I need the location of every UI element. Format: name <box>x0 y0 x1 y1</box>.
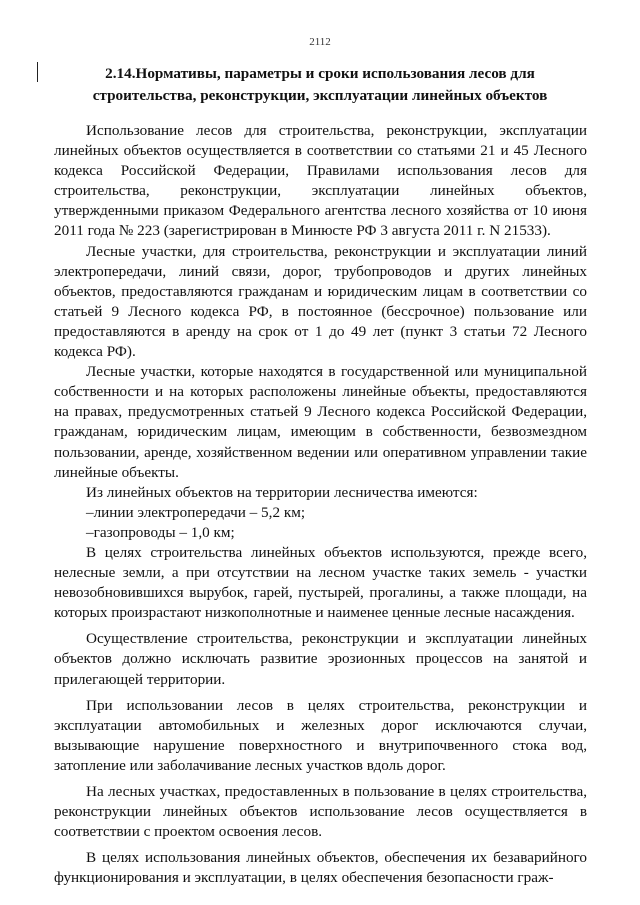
paragraph-objects-intro: Из линейных объектов на территории лесничества имеются: <box>86 483 478 501</box>
paragraph-land-provision: Лесные участки, для строительства, реконструкции и эксплуатации линий электропередачи, линий связи, дорог, трубопроводов и других линейных объектов, предоставляются гражданам и юридическим лицам в соответствии со статьей 9 Лесного кодекса РФ, в постоянное (бессрочное) пользование или предоставляются в аренду на срок от 1 до 49 лет (пункт 3 статьи 72 Лесного кодекса РФ). <box>54 242 587 361</box>
paragraph-safety: В целях использования линейных объектов, обеспечения их безаварийного функционирования и эксплуатации, в целях обеспечения безопасности граж- <box>54 849 587 887</box>
body-text <box>54 121 587 888</box>
section-title-line-2: строительства, реконструкции, эксплуатации линейных объектов <box>92 87 548 104</box>
paragraph-roads: При использовании лесов в целях строительства, реконструкции и эксплуатации автомобильных и железных дорог исключаются случаи, вызывающие нарушение поверхностного и внутрипочвенного стока вод, затопление или заболачивание лесных участков вдоль дорог. <box>54 696 587 774</box>
section-title <box>56 63 584 107</box>
list-item-gas-pipelines: –газопроводы – 1,0 км; <box>86 523 235 541</box>
paragraph-state-land: Лесные участки, которые находятся в государственной или муниципальной собственности и на которых расположены линейные объекты, предоставляются на правах, предусмотренных статьей 9 Лесного кодекса Российской Федерации, гражданам, юридическим лицам, имеющим в собственности, безвозмездном пользовании, аренде, хозяйственном ведении или оперативном управлении такие линейные объекты. <box>54 363 587 481</box>
margin-change-bar <box>37 62 38 82</box>
page-number: 2112 <box>309 36 331 48</box>
paragraph-legal-basis: Использование лесов для строительства, реконструкции, эксплуатации линейных объектов осуществляется в соответствии со статьями 21 и 45 Лесного кодекса Российской Федерации, Правилами использования лесов для строительства, реконструкции, эксплуатации линейных объектов, утвержденными приказом Федерального агентства лесного хозяйства от 10 июня 2011 года № 223 (зарегистрирован в Минюсте РФ 3 августа 2011 г. N 21533). <box>54 122 587 240</box>
paragraph-forest-plan: На лесных участках, предоставленных в пользование в целях строительства, реконструкции линейных объектов использование лесов осуществляется в соответствии с проектом освоения лесов. <box>54 783 587 841</box>
section-title-line-1: 2.14.Нормативы, параметры и сроки использования лесов для <box>105 65 535 82</box>
paragraph-land-priority: В целях строительства линейных объектов используются, прежде всего, нелесные земли, а при отсутствии на лесном участке таких земель - участки невозобновившихся вырубок, гарей, пустырей, прогалины, а также площади, на которых произрастают низкополнотные и наименее ценные лесные насаждения. <box>54 543 587 622</box>
list-item-power-lines: –линии электропередачи – 5,2 км; <box>86 503 306 521</box>
paragraph-erosion: Осуществление строительства, реконструкции и эксплуатации линейных объектов должно исключать развитие эрозионных процессов на занятой и прилегающей территории. <box>54 630 587 688</box>
